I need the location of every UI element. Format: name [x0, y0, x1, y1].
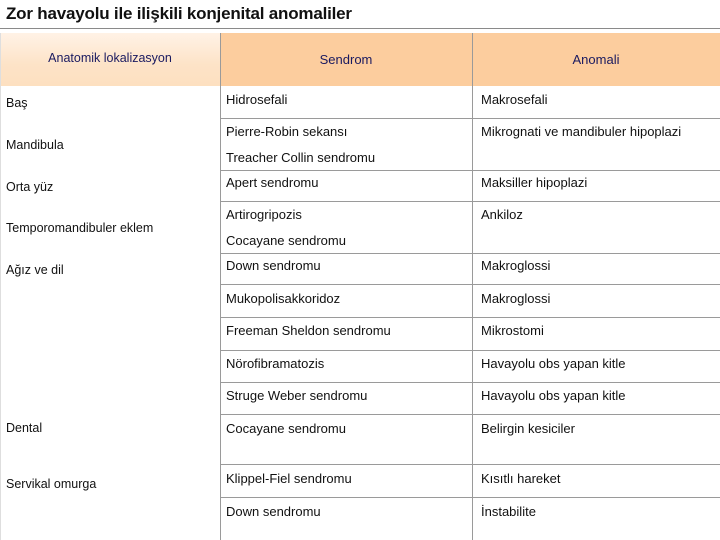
syndrome-cell: Klippel-Fiel sendromu	[226, 471, 352, 486]
syndrome-cell: Struge Weber sendromu	[226, 388, 368, 403]
anomaly-cell: Belirgin kesiciler	[481, 421, 575, 436]
anomaly-cell: Mikrostomi	[481, 323, 544, 338]
anomaly-cell: Havayolu obs yapan kitle	[481, 356, 626, 371]
row-divider	[220, 464, 720, 465]
syndrome-cell: Mukopolisakkoridoz	[226, 291, 341, 306]
row-divider	[220, 350, 720, 351]
syndrome-cell: Down sendromu	[226, 504, 321, 519]
location-bas: Baş	[6, 96, 28, 110]
anomaly-cell: Makroglossi	[481, 258, 551, 273]
page-title: Zor havayolu ile ilişkili konjenital anomaliler	[6, 4, 352, 23]
syndrome-cell: Pierre-Robin sekansı	[226, 124, 348, 139]
syndrome-cell: Hidrosefali	[226, 92, 288, 107]
header-syndrome	[220, 33, 472, 86]
location-agiz-dil: Ağız ve dil	[6, 263, 64, 277]
header-anomaly-label: Anomali	[572, 52, 620, 67]
anomaly-cell: Havayolu obs yapan kitle	[481, 388, 626, 403]
syndrome-cell: Apert sendromu	[226, 175, 319, 190]
syndrome-cell: Artirogripozis	[226, 207, 302, 222]
location-tme: Temporomandibuler eklem	[6, 221, 154, 235]
row-divider	[220, 170, 720, 171]
location-servikal: Servikal omurga	[6, 477, 97, 491]
syndrome-cell: Cocayane sendromu	[226, 233, 346, 248]
row-divider	[220, 382, 720, 383]
row-divider	[220, 253, 720, 254]
row-divider	[220, 284, 720, 285]
header-anomaly	[472, 33, 720, 86]
row-divider	[220, 201, 720, 202]
header-location-label: Anatomik lokalizasyon	[48, 51, 172, 65]
location-mandibula: Mandibula	[6, 138, 64, 152]
location-orta-yuz: Orta yüz	[6, 180, 54, 194]
row-divider	[220, 118, 720, 119]
anomaly-cell: Makrosefali	[481, 92, 548, 107]
anomaly-cell: İnstabilite	[481, 504, 536, 519]
syndrome-cell: Down sendromu	[226, 258, 321, 273]
syndrome-cell: Treacher Collin sendromu	[226, 150, 376, 165]
syndrome-cell: Freeman Sheldon sendromu	[226, 323, 391, 338]
table-left-edge	[0, 33, 1, 540]
location-dental: Dental	[6, 421, 43, 435]
row-divider	[220, 497, 720, 498]
row-divider	[220, 317, 720, 318]
anomaly-cell: Mikrognati ve mandibuler hipoplazi	[481, 124, 682, 139]
row-divider	[220, 414, 720, 415]
syndrome-cell: Cocayane sendromu	[226, 421, 346, 436]
anomaly-cell: Makroglossi	[481, 291, 551, 306]
title-divider	[0, 28, 720, 29]
syndrome-cell: Nörofibramatozis	[226, 356, 325, 371]
anomaly-cell: Kısıtlı hareket	[481, 471, 561, 486]
anomaly-cell: Maksiller hipoplazi	[481, 175, 588, 190]
header-syndrome-label: Sendrom	[319, 52, 373, 67]
header-location	[0, 33, 220, 86]
anomaly-cell: Ankiloz	[481, 207, 523, 222]
